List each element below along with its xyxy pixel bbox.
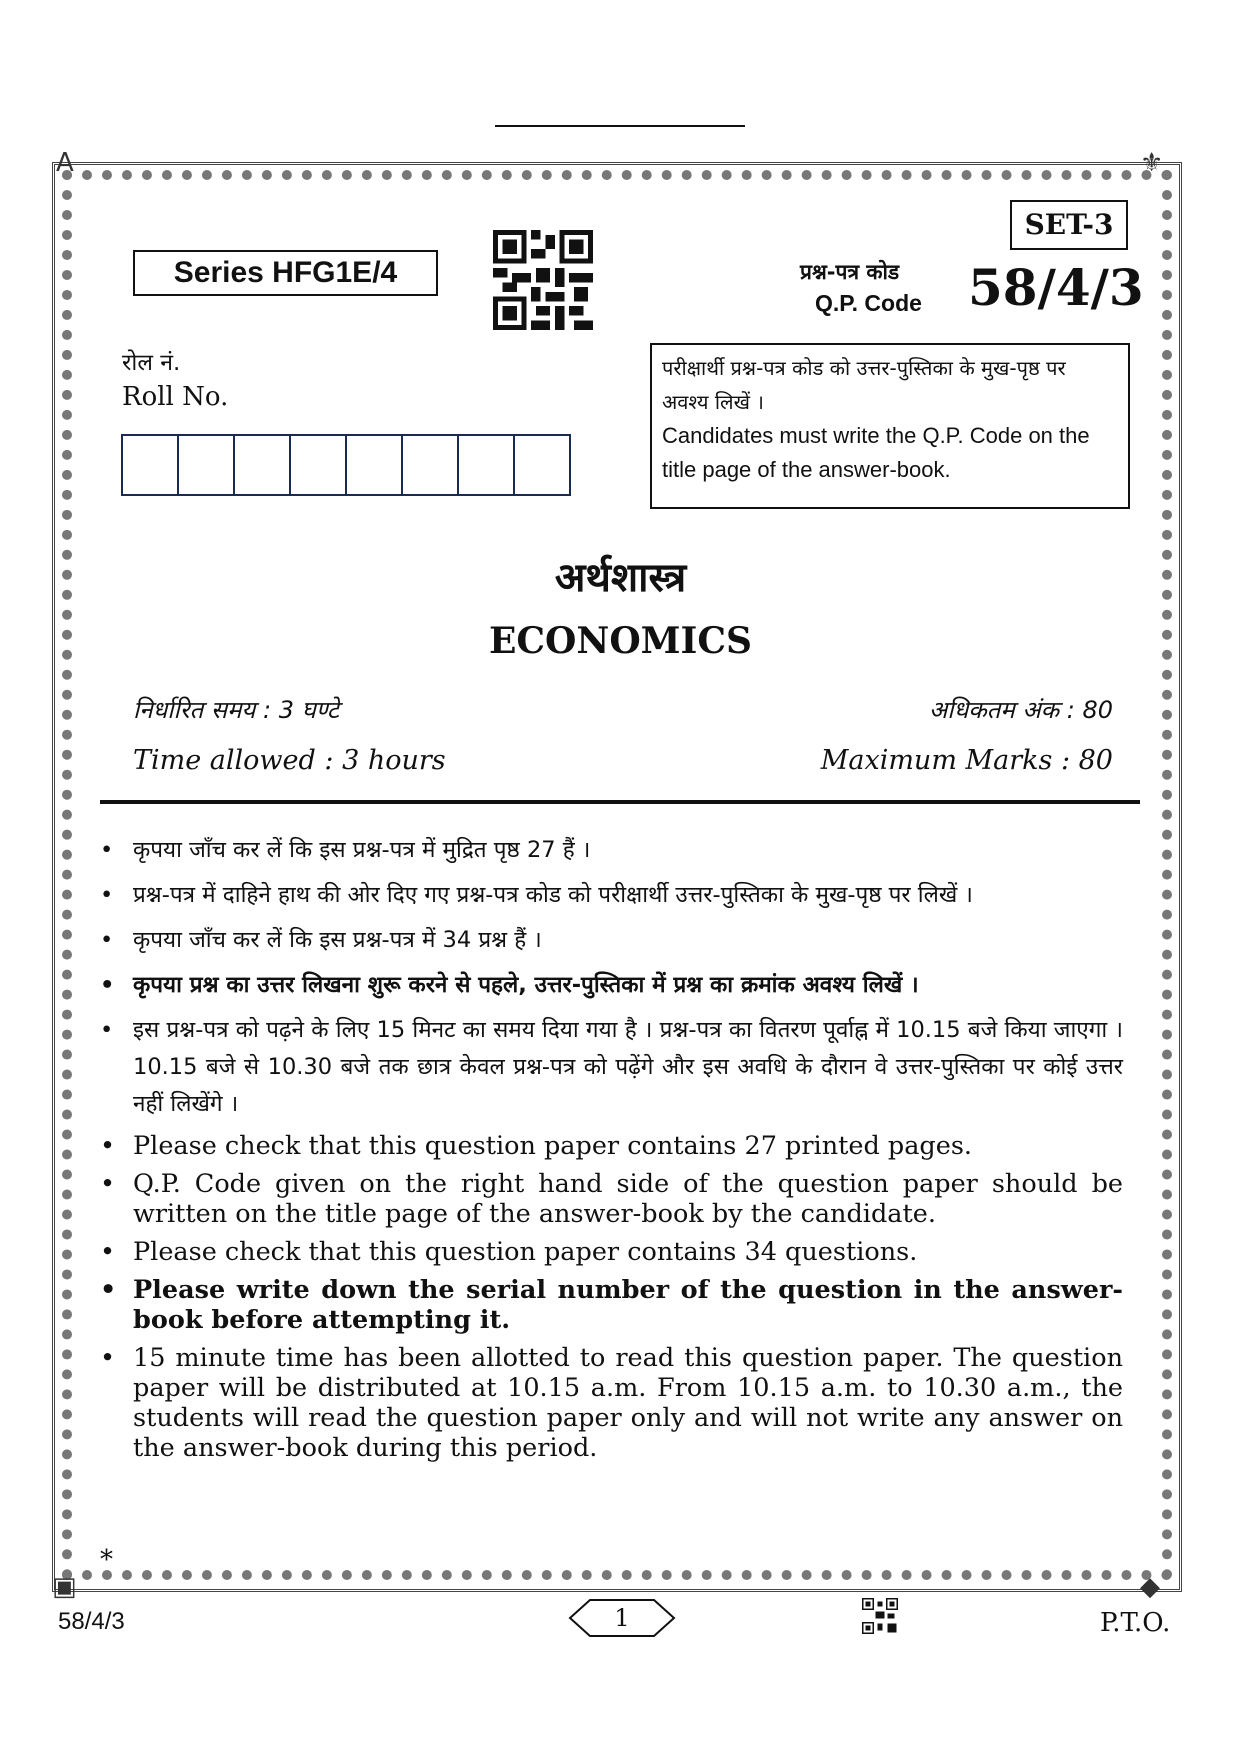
instruction-item: • कृपया प्रश्न का उत्तर लिखना शुरू करने से पहले, उत्तर-पुस्तिका में प्रश्न का क्रमांक अवश्य लिखें । <box>100 967 1123 1004</box>
qp-code-label-hindi: प्रश्न-पत्र कोड <box>800 260 900 284</box>
diamond-icon: ◆ <box>1140 1572 1160 1602</box>
page-number-badge <box>568 1598 676 1638</box>
qr-code-icon <box>493 230 593 334</box>
pto-label: P.T.O. <box>1100 1608 1171 1638</box>
top-rule <box>495 125 745 127</box>
roll-digit-box[interactable] <box>177 434 235 496</box>
page-number: 1 <box>614 1604 630 1632</box>
time-allowed: Time allowed : 3 hours <box>133 745 446 776</box>
set-badge: SET-3 <box>1010 200 1128 250</box>
roll-digit-box[interactable] <box>233 434 291 496</box>
instruction-item: • प्रश्न-पत्र में दाहिने हाथ की ओर दिए गए प्रश्न-पत्र कोड को परीक्षार्थी उत्तर-पुस्तिका के मुख-पृष्ठ पर लिखें । <box>100 877 1123 914</box>
corner-mark: A <box>56 148 74 178</box>
note-hindi: परीक्षार्थी प्रश्न-पत्र कोड को उत्तर-पुस्तिका के मुख-पृष्ठ पर अवश्य लिखें । <box>662 356 1066 414</box>
qp-code: 58/4/3 <box>968 258 1144 317</box>
roll-number-boxes <box>121 434 569 496</box>
subject-title-hindi: अर्थशास्त्र <box>554 555 687 601</box>
note-english: Candidates must write the Q.P. Code on the title page of the answer-book. <box>662 423 1090 482</box>
instructions-list <box>100 832 1123 1471</box>
max-marks: Maximum Marks : 80 <box>820 745 1113 776</box>
footer-code: 58/4/3 <box>58 1608 125 1635</box>
instruction-item: • कृपया जाँच कर लें कि इस प्रश्न-पत्र में 34 प्रश्न हैं । <box>100 922 1123 959</box>
instruction-item: • Please check that this question paper contains 27 printed pages. <box>100 1131 1123 1161</box>
roll-digit-box[interactable] <box>513 434 571 496</box>
subject-title: ECONOMICS <box>488 620 753 662</box>
roll-digit-box[interactable] <box>401 434 459 496</box>
instruction-item: • इस प्रश्न-पत्र को पढ़ने के लिए 15 मिनट का समय दिया गया है । प्रश्न-पत्र का वितरण पूर्वाह्न में 10.15 बजे किया जाएगा । 10.15 बजे से 10.30 बजे तक छात्र केवल प्रश्न-पत्र को पढ़ेंगे और इस अवधि के दौरान वे उत्तर-पुस्तिका पर कोई उत्तर नहीं लिखेंगे । <box>100 1012 1123 1123</box>
section-rule <box>100 800 1140 804</box>
roll-label-hindi: रोल नं. <box>122 350 181 376</box>
meander-icon: ▣ <box>52 1572 77 1602</box>
roll-digit-box[interactable] <box>289 434 347 496</box>
instruction-item: • 15 minute time has been allotted to read this question paper. The question paper will be distributed at 10.15 a.m. From 10.15 a.m. to 10.30 a.m., the students will read the question paper only and will not write any answer on the answer-book during this period. <box>100 1343 1123 1463</box>
candidate-note <box>650 343 1130 509</box>
roll-digit-box[interactable] <box>345 434 403 496</box>
fleur-icon: ⚜ <box>1140 148 1164 178</box>
roll-label: Roll No. <box>122 382 229 412</box>
instruction-item: • Please check that this question paper contains 34 questions. <box>100 1237 1123 1267</box>
instruction-item: • Q.P. Code given on the right hand side of the question paper should be written on the title page of the answer-book by the candidate. <box>100 1169 1123 1229</box>
series-label: Series HFG1E/4 <box>133 250 438 296</box>
roll-digit-box[interactable] <box>121 434 179 496</box>
instruction-item: • कृपया जाँच कर लें कि इस प्रश्न-पत्र में मुद्रित पृष्ठ 27 हैं । <box>100 832 1123 869</box>
qp-code-label: Q.P. Code <box>815 290 922 316</box>
instruction-item: • Please write down the serial number of the question in the answer-book before attempting it. <box>100 1275 1123 1335</box>
qr-code-icon <box>862 1598 898 1638</box>
max-marks-hindi: अधिकतम अंक : 80 <box>928 696 1113 724</box>
star-mark: * <box>100 1545 113 1575</box>
time-allowed-hindi: निर्धारित समय : 3 घण्टे <box>133 696 340 724</box>
roll-digit-box[interactable] <box>457 434 515 496</box>
